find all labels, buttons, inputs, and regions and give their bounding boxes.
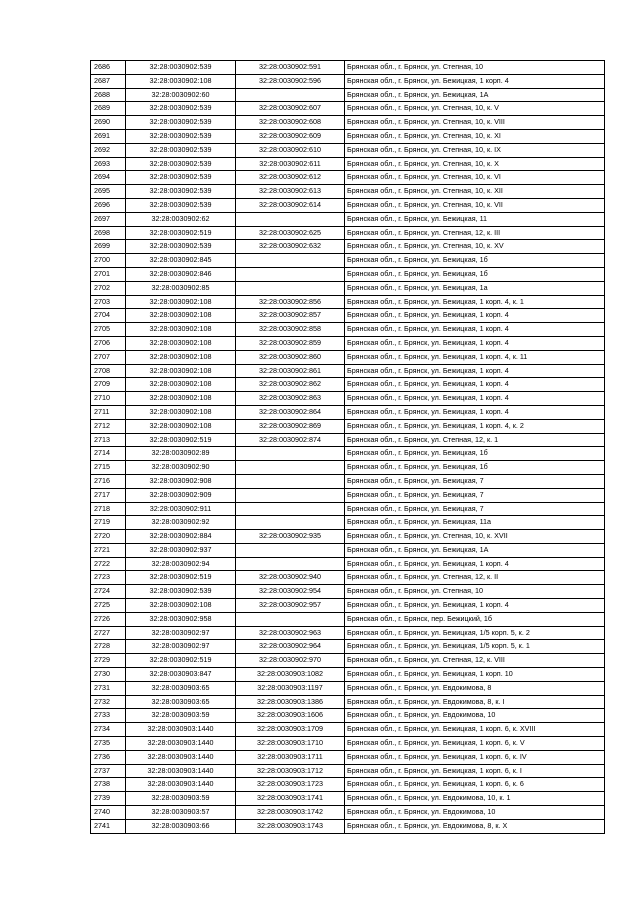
table-row: [91, 488, 605, 502]
address-cell: Брянская обл., г. Брянск, ул. Бежицкая, 1А: [345, 88, 605, 102]
address-cell: Брянская обл., г. Брянск, ул. Степная, 10, к. VI: [345, 171, 605, 185]
row-number-cell: 2729: [91, 654, 126, 668]
cadastral-number-cell: 32:28:0030903:1710: [236, 737, 345, 751]
table-row: [91, 792, 605, 806]
parent-cadastral-number-cell: 32:28:0030902:92: [126, 516, 236, 530]
address-cell: Брянская обл., г. Брянск, ул. Бежицкая, 1а: [345, 281, 605, 295]
cadastral-number-cell: 32:28:0030902:612: [236, 171, 345, 185]
table-row: [91, 819, 605, 833]
address-cell: Брянская обл., г. Брянск, ул. Бежицкая, 1 корп. 6, к. I: [345, 764, 605, 778]
row-number-cell: 2715: [91, 461, 126, 475]
parent-cadastral-number-cell: 32:28:0030902:108: [126, 405, 236, 419]
cadastral-number-cell: 32:28:0030902:614: [236, 198, 345, 212]
row-number-cell: 2702: [91, 281, 126, 295]
table-row: [91, 750, 605, 764]
cadastral-number-cell: 32:28:0030903:1709: [236, 723, 345, 737]
row-number-cell: 2698: [91, 226, 126, 240]
table-row: [91, 336, 605, 350]
row-number-cell: 2697: [91, 212, 126, 226]
parent-cadastral-number-cell: 32:28:0030902:85: [126, 281, 236, 295]
parent-cadastral-number-cell: 32:28:0030902:108: [126, 364, 236, 378]
parent-cadastral-number-cell: 32:28:0030902:97: [126, 626, 236, 640]
table-row: [91, 350, 605, 364]
table-row: [91, 405, 605, 419]
cadastral-number-cell: 32:28:0030902:869: [236, 419, 345, 433]
parent-cadastral-number-cell: 32:28:0030903:57: [126, 806, 236, 820]
table-row: [91, 516, 605, 530]
cadastral-number-cell: 32:28:0030902:632: [236, 240, 345, 254]
table-row: [91, 654, 605, 668]
cadastral-number-cell: 32:28:0030902:862: [236, 378, 345, 392]
address-cell: Брянская обл., г. Брянск, ул. Евдокимова, 8, к. X: [345, 819, 605, 833]
address-cell: Брянская обл., г. Брянск, ул. Степная, 10: [345, 585, 605, 599]
cadastral-number-cell: [236, 474, 345, 488]
table-row: [91, 530, 605, 544]
cadastral-number-cell: [236, 447, 345, 461]
row-number-cell: 2690: [91, 116, 126, 130]
parent-cadastral-number-cell: 32:28:0030902:90: [126, 461, 236, 475]
parent-cadastral-number-cell: 32:28:0030902:108: [126, 350, 236, 364]
row-number-cell: 2730: [91, 668, 126, 682]
row-number-cell: 2716: [91, 474, 126, 488]
cadastral-number-cell: 32:28:0030903:1741: [236, 792, 345, 806]
parent-cadastral-number-cell: 32:28:0030903:65: [126, 681, 236, 695]
row-number-cell: 2710: [91, 392, 126, 406]
parent-cadastral-number-cell: 32:28:0030902:519: [126, 226, 236, 240]
parent-cadastral-number-cell: 32:28:0030902:108: [126, 323, 236, 337]
cadastral-number-cell: [236, 516, 345, 530]
address-cell: Брянская обл., г. Брянск, ул. Бежицкая, 1/5 корп. 5, к. 2: [345, 626, 605, 640]
address-cell: Брянская обл., г. Брянск, ул. Бежицкая, 1 корп. 10: [345, 668, 605, 682]
parent-cadastral-number-cell: 32:28:0030902:89: [126, 447, 236, 461]
row-number-cell: 2712: [91, 419, 126, 433]
cadastral-number-cell: [236, 254, 345, 268]
row-number-cell: 2733: [91, 709, 126, 723]
table-row: [91, 143, 605, 157]
parent-cadastral-number-cell: 32:28:0030902:108: [126, 378, 236, 392]
cadastral-number-cell: 32:28:0030903:1386: [236, 695, 345, 709]
parent-cadastral-number-cell: 32:28:0030903:1440: [126, 723, 236, 737]
address-cell: Брянская обл., г. Брянск, ул. Бежицкая, 1 корп. 4: [345, 309, 605, 323]
parent-cadastral-number-cell: 32:28:0030903:847: [126, 668, 236, 682]
cadastral-number-cell: 32:28:0030902:608: [236, 116, 345, 130]
parent-cadastral-number-cell: 32:28:0030902:108: [126, 309, 236, 323]
cadastral-number-cell: 32:28:0030902:861: [236, 364, 345, 378]
address-cell: Брянская обл., г. Брянск, ул. Бежицкая, 1 корп. 4: [345, 336, 605, 350]
table-row: [91, 212, 605, 226]
address-cell: Брянская обл., г. Брянск, ул. Бежицкая, 1б: [345, 461, 605, 475]
cadastral-number-cell: 32:28:0030902:857: [236, 309, 345, 323]
cadastral-number-cell: [236, 212, 345, 226]
parent-cadastral-number-cell: 32:28:0030903:1440: [126, 764, 236, 778]
address-cell: Брянская обл., г. Брянск, ул. Евдокимова, 10: [345, 806, 605, 820]
parent-cadastral-number-cell: 32:28:0030902:539: [126, 171, 236, 185]
table-row: [91, 254, 605, 268]
table-row: [91, 378, 605, 392]
cadastral-number-cell: [236, 281, 345, 295]
table-row: [91, 447, 605, 461]
address-cell: Брянская обл., г. Брянск, ул. Бежицкая, 1 корп. 6, к. 6: [345, 778, 605, 792]
cadastral-number-cell: 32:28:0030902:874: [236, 433, 345, 447]
parent-cadastral-number-cell: 32:28:0030902:108: [126, 392, 236, 406]
row-number-cell: 2694: [91, 171, 126, 185]
cadastral-number-cell: [236, 557, 345, 571]
row-number-cell: 2711: [91, 405, 126, 419]
parent-cadastral-number-cell: 32:28:0030902:539: [126, 143, 236, 157]
row-number-cell: 2693: [91, 157, 126, 171]
address-cell: Брянская обл., г. Брянск, ул. Бежицкая, 7: [345, 502, 605, 516]
table-row: [91, 695, 605, 709]
parent-cadastral-number-cell: 32:28:0030902:94: [126, 557, 236, 571]
parent-cadastral-number-cell: 32:28:0030902:884: [126, 530, 236, 544]
address-cell: Брянская обл., г. Брянск, ул. Бежицкая, 1 корп. 4: [345, 392, 605, 406]
row-number-cell: 2705: [91, 323, 126, 337]
row-number-cell: 2695: [91, 185, 126, 199]
parent-cadastral-number-cell: 32:28:0030902:108: [126, 599, 236, 613]
document-page: [90, 60, 605, 834]
row-number-cell: 2708: [91, 364, 126, 378]
cadastral-number-cell: 32:28:0030903:1606: [236, 709, 345, 723]
row-number-cell: 2713: [91, 433, 126, 447]
table-row: [91, 88, 605, 102]
row-number-cell: 2722: [91, 557, 126, 571]
parent-cadastral-number-cell: 32:28:0030902:108: [126, 419, 236, 433]
parent-cadastral-number-cell: 32:28:0030902:539: [126, 61, 236, 75]
table-row: [91, 640, 605, 654]
address-cell: Брянская обл., г. Брянск, ул. Бежицкая, 7: [345, 488, 605, 502]
table-row: [91, 668, 605, 682]
parent-cadastral-number-cell: 32:28:0030902:62: [126, 212, 236, 226]
address-cell: Брянская обл., г. Брянск, ул. Бежицкая, 1 корп. 4: [345, 74, 605, 88]
parent-cadastral-number-cell: 32:28:0030902:539: [126, 102, 236, 116]
row-number-cell: 2707: [91, 350, 126, 364]
row-number-cell: 2704: [91, 309, 126, 323]
table-row: [91, 102, 605, 116]
parent-cadastral-number-cell: 32:28:0030902:846: [126, 267, 236, 281]
address-cell: Брянская обл., г. Брянск, ул. Бежицкая, 1 корп. 4, к. 2: [345, 419, 605, 433]
table-row: [91, 681, 605, 695]
table-row: [91, 709, 605, 723]
table-row: [91, 599, 605, 613]
address-cell: Брянская обл., г. Брянск, ул. Бежицкая, 1 корп. 4, к. 11: [345, 350, 605, 364]
address-cell: Брянская обл., г. Брянск, ул. Бежицкая, 7: [345, 474, 605, 488]
parent-cadastral-number-cell: 32:28:0030902:958: [126, 612, 236, 626]
parent-cadastral-number-cell: 32:28:0030903:1440: [126, 737, 236, 751]
cadastral-number-cell: 32:28:0030902:957: [236, 599, 345, 613]
table-row: [91, 74, 605, 88]
table-row: [91, 585, 605, 599]
address-cell: Брянская обл., г. Брянск, ул. Степная, 10: [345, 61, 605, 75]
parent-cadastral-number-cell: 32:28:0030903:1440: [126, 778, 236, 792]
address-cell: Брянская обл., г. Брянск, ул. Степная, 10, к. XII: [345, 185, 605, 199]
row-number-cell: 2686: [91, 61, 126, 75]
row-number-cell: 2696: [91, 198, 126, 212]
cadastral-table: [90, 60, 605, 834]
parent-cadastral-number-cell: 32:28:0030902:539: [126, 116, 236, 130]
address-cell: Брянская обл., г. Брянск, ул. Бежицкая, 1б: [345, 254, 605, 268]
table-row: [91, 764, 605, 778]
row-number-cell: 2714: [91, 447, 126, 461]
parent-cadastral-number-cell: 32:28:0030902:539: [126, 129, 236, 143]
cadastral-number-cell: 32:28:0030902:610: [236, 143, 345, 157]
address-cell: Брянская обл., г. Брянск, ул. Степная, 10, к. XV: [345, 240, 605, 254]
address-cell: Брянская обл., г. Брянск, ул. Бежицкая, 1 корп. 4: [345, 378, 605, 392]
address-cell: Брянская обл., г. Брянск, ул. Евдокимова, 8: [345, 681, 605, 695]
parent-cadastral-number-cell: 32:28:0030902:845: [126, 254, 236, 268]
address-cell: Брянская обл., г. Брянск, ул. Степная, 10, к. V: [345, 102, 605, 116]
cadastral-number-cell: 32:28:0030902:858: [236, 323, 345, 337]
parent-cadastral-number-cell: 32:28:0030903:65: [126, 695, 236, 709]
address-cell: Брянская обл., г. Брянск, ул. Степная, 10, к. XVII: [345, 530, 605, 544]
table-row: [91, 281, 605, 295]
cadastral-number-cell: 32:28:0030902:613: [236, 185, 345, 199]
address-cell: Брянская обл., г. Брянск, ул. Степная, 10, к. X: [345, 157, 605, 171]
parent-cadastral-number-cell: 32:28:0030902:108: [126, 336, 236, 350]
cadastral-number-cell: 32:28:0030902:625: [236, 226, 345, 240]
address-cell: Брянская обл., г. Брянск, ул. Евдокимова, 8, к. I: [345, 695, 605, 709]
cadastral-number-cell: 32:28:0030902:954: [236, 585, 345, 599]
table-row: [91, 571, 605, 585]
row-number-cell: 2701: [91, 267, 126, 281]
row-number-cell: 2717: [91, 488, 126, 502]
row-number-cell: 2738: [91, 778, 126, 792]
parent-cadastral-number-cell: 32:28:0030902:108: [126, 295, 236, 309]
table-row: [91, 557, 605, 571]
row-number-cell: 2735: [91, 737, 126, 751]
cadastral-number-cell: 32:28:0030902:864: [236, 405, 345, 419]
parent-cadastral-number-cell: 32:28:0030902:539: [126, 240, 236, 254]
cadastral-number-cell: [236, 267, 345, 281]
row-number-cell: 2699: [91, 240, 126, 254]
cadastral-number-cell: 32:28:0030902:607: [236, 102, 345, 116]
parent-cadastral-number-cell: 32:28:0030902:108: [126, 74, 236, 88]
table-row: [91, 61, 605, 75]
address-cell: Брянская обл., г. Брянск, ул. Степная, 12, к. VIII: [345, 654, 605, 668]
address-cell: Брянская обл., г. Брянск, ул. Бежицкая, 1 корп. 4, к. 1: [345, 295, 605, 309]
parent-cadastral-number-cell: 32:28:0030902:519: [126, 654, 236, 668]
address-cell: Брянская обл., г. Брянск, ул. Бежицкая, 1 корп. 6, к. XVIII: [345, 723, 605, 737]
row-number-cell: 2718: [91, 502, 126, 516]
row-number-cell: 2737: [91, 764, 126, 778]
row-number-cell: 2726: [91, 612, 126, 626]
table-row: [91, 116, 605, 130]
address-cell: Брянская обл., г. Брянск, пер. Бежицкий, 1б: [345, 612, 605, 626]
cadastral-number-cell: 32:28:0030903:1742: [236, 806, 345, 820]
cadastral-number-cell: 32:28:0030902:935: [236, 530, 345, 544]
parent-cadastral-number-cell: 32:28:0030902:539: [126, 585, 236, 599]
table-row: [91, 612, 605, 626]
row-number-cell: 2692: [91, 143, 126, 157]
cadastral-number-cell: 32:28:0030902:970: [236, 654, 345, 668]
parent-cadastral-number-cell: 32:28:0030902:539: [126, 157, 236, 171]
row-number-cell: 2703: [91, 295, 126, 309]
parent-cadastral-number-cell: 32:28:0030902:539: [126, 185, 236, 199]
row-number-cell: 2734: [91, 723, 126, 737]
cadastral-number-cell: [236, 461, 345, 475]
table-row: [91, 737, 605, 751]
table-row: [91, 502, 605, 516]
row-number-cell: 2706: [91, 336, 126, 350]
parent-cadastral-number-cell: 32:28:0030902:97: [126, 640, 236, 654]
address-cell: Брянская обл., г. Брянск, ул. Бежицкая, 1 корп. 4: [345, 599, 605, 613]
parent-cadastral-number-cell: 32:28:0030903:1440: [126, 750, 236, 764]
table-row: [91, 171, 605, 185]
row-number-cell: 2709: [91, 378, 126, 392]
address-cell: Брянская обл., г. Брянск, ул. Степная, 10, к. VIII: [345, 116, 605, 130]
row-number-cell: 2727: [91, 626, 126, 640]
table-row: [91, 267, 605, 281]
parent-cadastral-number-cell: 32:28:0030903:59: [126, 792, 236, 806]
row-number-cell: 2689: [91, 102, 126, 116]
cadastral-number-cell: [236, 88, 345, 102]
parent-cadastral-number-cell: 32:28:0030902:539: [126, 198, 236, 212]
table-row: [91, 392, 605, 406]
table-row: [91, 226, 605, 240]
table-row: [91, 323, 605, 337]
row-number-cell: 2688: [91, 88, 126, 102]
parent-cadastral-number-cell: 32:28:0030902:519: [126, 433, 236, 447]
parent-cadastral-number-cell: 32:28:0030902:519: [126, 571, 236, 585]
table-row: [91, 240, 605, 254]
cadastral-number-cell: 32:28:0030903:1743: [236, 819, 345, 833]
address-cell: Брянская обл., г. Брянск, ул. Бежицкая, 1 корп. 6, к. IV: [345, 750, 605, 764]
cadastral-number-cell: 32:28:0030902:860: [236, 350, 345, 364]
row-number-cell: 2721: [91, 543, 126, 557]
cadastral-number-cell: 32:28:0030903:1712: [236, 764, 345, 778]
parent-cadastral-number-cell: 32:28:0030902:911: [126, 502, 236, 516]
table-row: [91, 309, 605, 323]
address-cell: Брянская обл., г. Брянск, ул. Степная, 10, к. XI: [345, 129, 605, 143]
row-number-cell: 2731: [91, 681, 126, 695]
cadastral-number-cell: 32:28:0030903:1197: [236, 681, 345, 695]
cadastral-number-cell: 32:28:0030902:863: [236, 392, 345, 406]
table-row: [91, 474, 605, 488]
row-number-cell: 2732: [91, 695, 126, 709]
row-number-cell: 2719: [91, 516, 126, 530]
address-cell: Брянская обл., г. Брянск, ул. Бежицкая, 1 корп. 6, к. V: [345, 737, 605, 751]
cadastral-number-cell: [236, 488, 345, 502]
row-number-cell: 2725: [91, 599, 126, 613]
address-cell: Брянская обл., г. Брянск, ул. Евдокимова, 10, к. 1: [345, 792, 605, 806]
row-number-cell: 2736: [91, 750, 126, 764]
table-row: [91, 129, 605, 143]
table-row: [91, 364, 605, 378]
table-row: [91, 543, 605, 557]
row-number-cell: 2691: [91, 129, 126, 143]
address-cell: Брянская обл., г. Брянск, ул. Бежицкая, 1 корп. 4: [345, 364, 605, 378]
cadastral-number-cell: 32:28:0030902:964: [236, 640, 345, 654]
row-number-cell: 2720: [91, 530, 126, 544]
address-cell: Брянская обл., г. Брянск, ул. Бежицкая, 1/5 корп. 5, к. 1: [345, 640, 605, 654]
row-number-cell: 2723: [91, 571, 126, 585]
parent-cadastral-number-cell: 32:28:0030902:909: [126, 488, 236, 502]
address-cell: Брянская обл., г. Брянск, ул. Степная, 12, к. III: [345, 226, 605, 240]
table-row: [91, 626, 605, 640]
cadastral-number-cell: 32:28:0030902:591: [236, 61, 345, 75]
address-cell: Брянская обл., г. Брянск, ул. Бежицкая, 1б: [345, 447, 605, 461]
row-number-cell: 2741: [91, 819, 126, 833]
table-row: [91, 806, 605, 820]
address-cell: Брянская обл., г. Брянск, ул. Евдокимова, 10: [345, 709, 605, 723]
address-cell: Брянская обл., г. Брянск, ул. Бежицкая, 1 корп. 4: [345, 557, 605, 571]
cadastral-number-cell: [236, 612, 345, 626]
table-row: [91, 723, 605, 737]
address-cell: Брянская обл., г. Брянск, ул. Бежицкая, 1 корп. 4: [345, 405, 605, 419]
address-cell: Брянская обл., г. Брянск, ул. Бежицкая, 11а: [345, 516, 605, 530]
table-row: [91, 419, 605, 433]
cadastral-number-cell: 32:28:0030902:611: [236, 157, 345, 171]
cadastral-number-cell: 32:28:0030902:856: [236, 295, 345, 309]
cadastral-number-cell: [236, 502, 345, 516]
table-row: [91, 433, 605, 447]
address-cell: Брянская обл., г. Брянск, ул. Бежицкая, 1А: [345, 543, 605, 557]
parent-cadastral-number-cell: 32:28:0030903:66: [126, 819, 236, 833]
cadastral-number-cell: 32:28:0030902:609: [236, 129, 345, 143]
table-body: [91, 61, 605, 834]
row-number-cell: 2687: [91, 74, 126, 88]
address-cell: Брянская обл., г. Брянск, ул. Степная, 12, к. 1: [345, 433, 605, 447]
row-number-cell: 2739: [91, 792, 126, 806]
cadastral-number-cell: 32:28:0030903:1082: [236, 668, 345, 682]
cadastral-number-cell: 32:28:0030902:596: [236, 74, 345, 88]
row-number-cell: 2740: [91, 806, 126, 820]
table-row: [91, 157, 605, 171]
row-number-cell: 2724: [91, 585, 126, 599]
address-cell: Брянская обл., г. Брянск, ул. Степная, 10, к. IX: [345, 143, 605, 157]
row-number-cell: 2728: [91, 640, 126, 654]
cadastral-number-cell: 32:28:0030902:963: [236, 626, 345, 640]
address-cell: Брянская обл., г. Брянск, ул. Степная, 12, к. II: [345, 571, 605, 585]
address-cell: Брянская обл., г. Брянск, ул. Бежицкая, 1 корп. 4: [345, 323, 605, 337]
cadastral-number-cell: 32:28:0030903:1723: [236, 778, 345, 792]
table-row: [91, 778, 605, 792]
cadastral-number-cell: 32:28:0030902:940: [236, 571, 345, 585]
address-cell: Брянская обл., г. Брянск, ул. Бежицкая, 11: [345, 212, 605, 226]
address-cell: Брянская обл., г. Брянск, ул. Бежицкая, 1б: [345, 267, 605, 281]
cadastral-number-cell: [236, 543, 345, 557]
table-row: [91, 461, 605, 475]
row-number-cell: 2700: [91, 254, 126, 268]
address-cell: Брянская обл., г. Брянск, ул. Степная, 10, к. VII: [345, 198, 605, 212]
table-row: [91, 185, 605, 199]
cadastral-number-cell: 32:28:0030902:859: [236, 336, 345, 350]
table-row: [91, 198, 605, 212]
parent-cadastral-number-cell: 32:28:0030903:59: [126, 709, 236, 723]
cadastral-number-cell: 32:28:0030903:1711: [236, 750, 345, 764]
table-row: [91, 295, 605, 309]
parent-cadastral-number-cell: 32:28:0030902:60: [126, 88, 236, 102]
parent-cadastral-number-cell: 32:28:0030902:937: [126, 543, 236, 557]
parent-cadastral-number-cell: 32:28:0030902:908: [126, 474, 236, 488]
